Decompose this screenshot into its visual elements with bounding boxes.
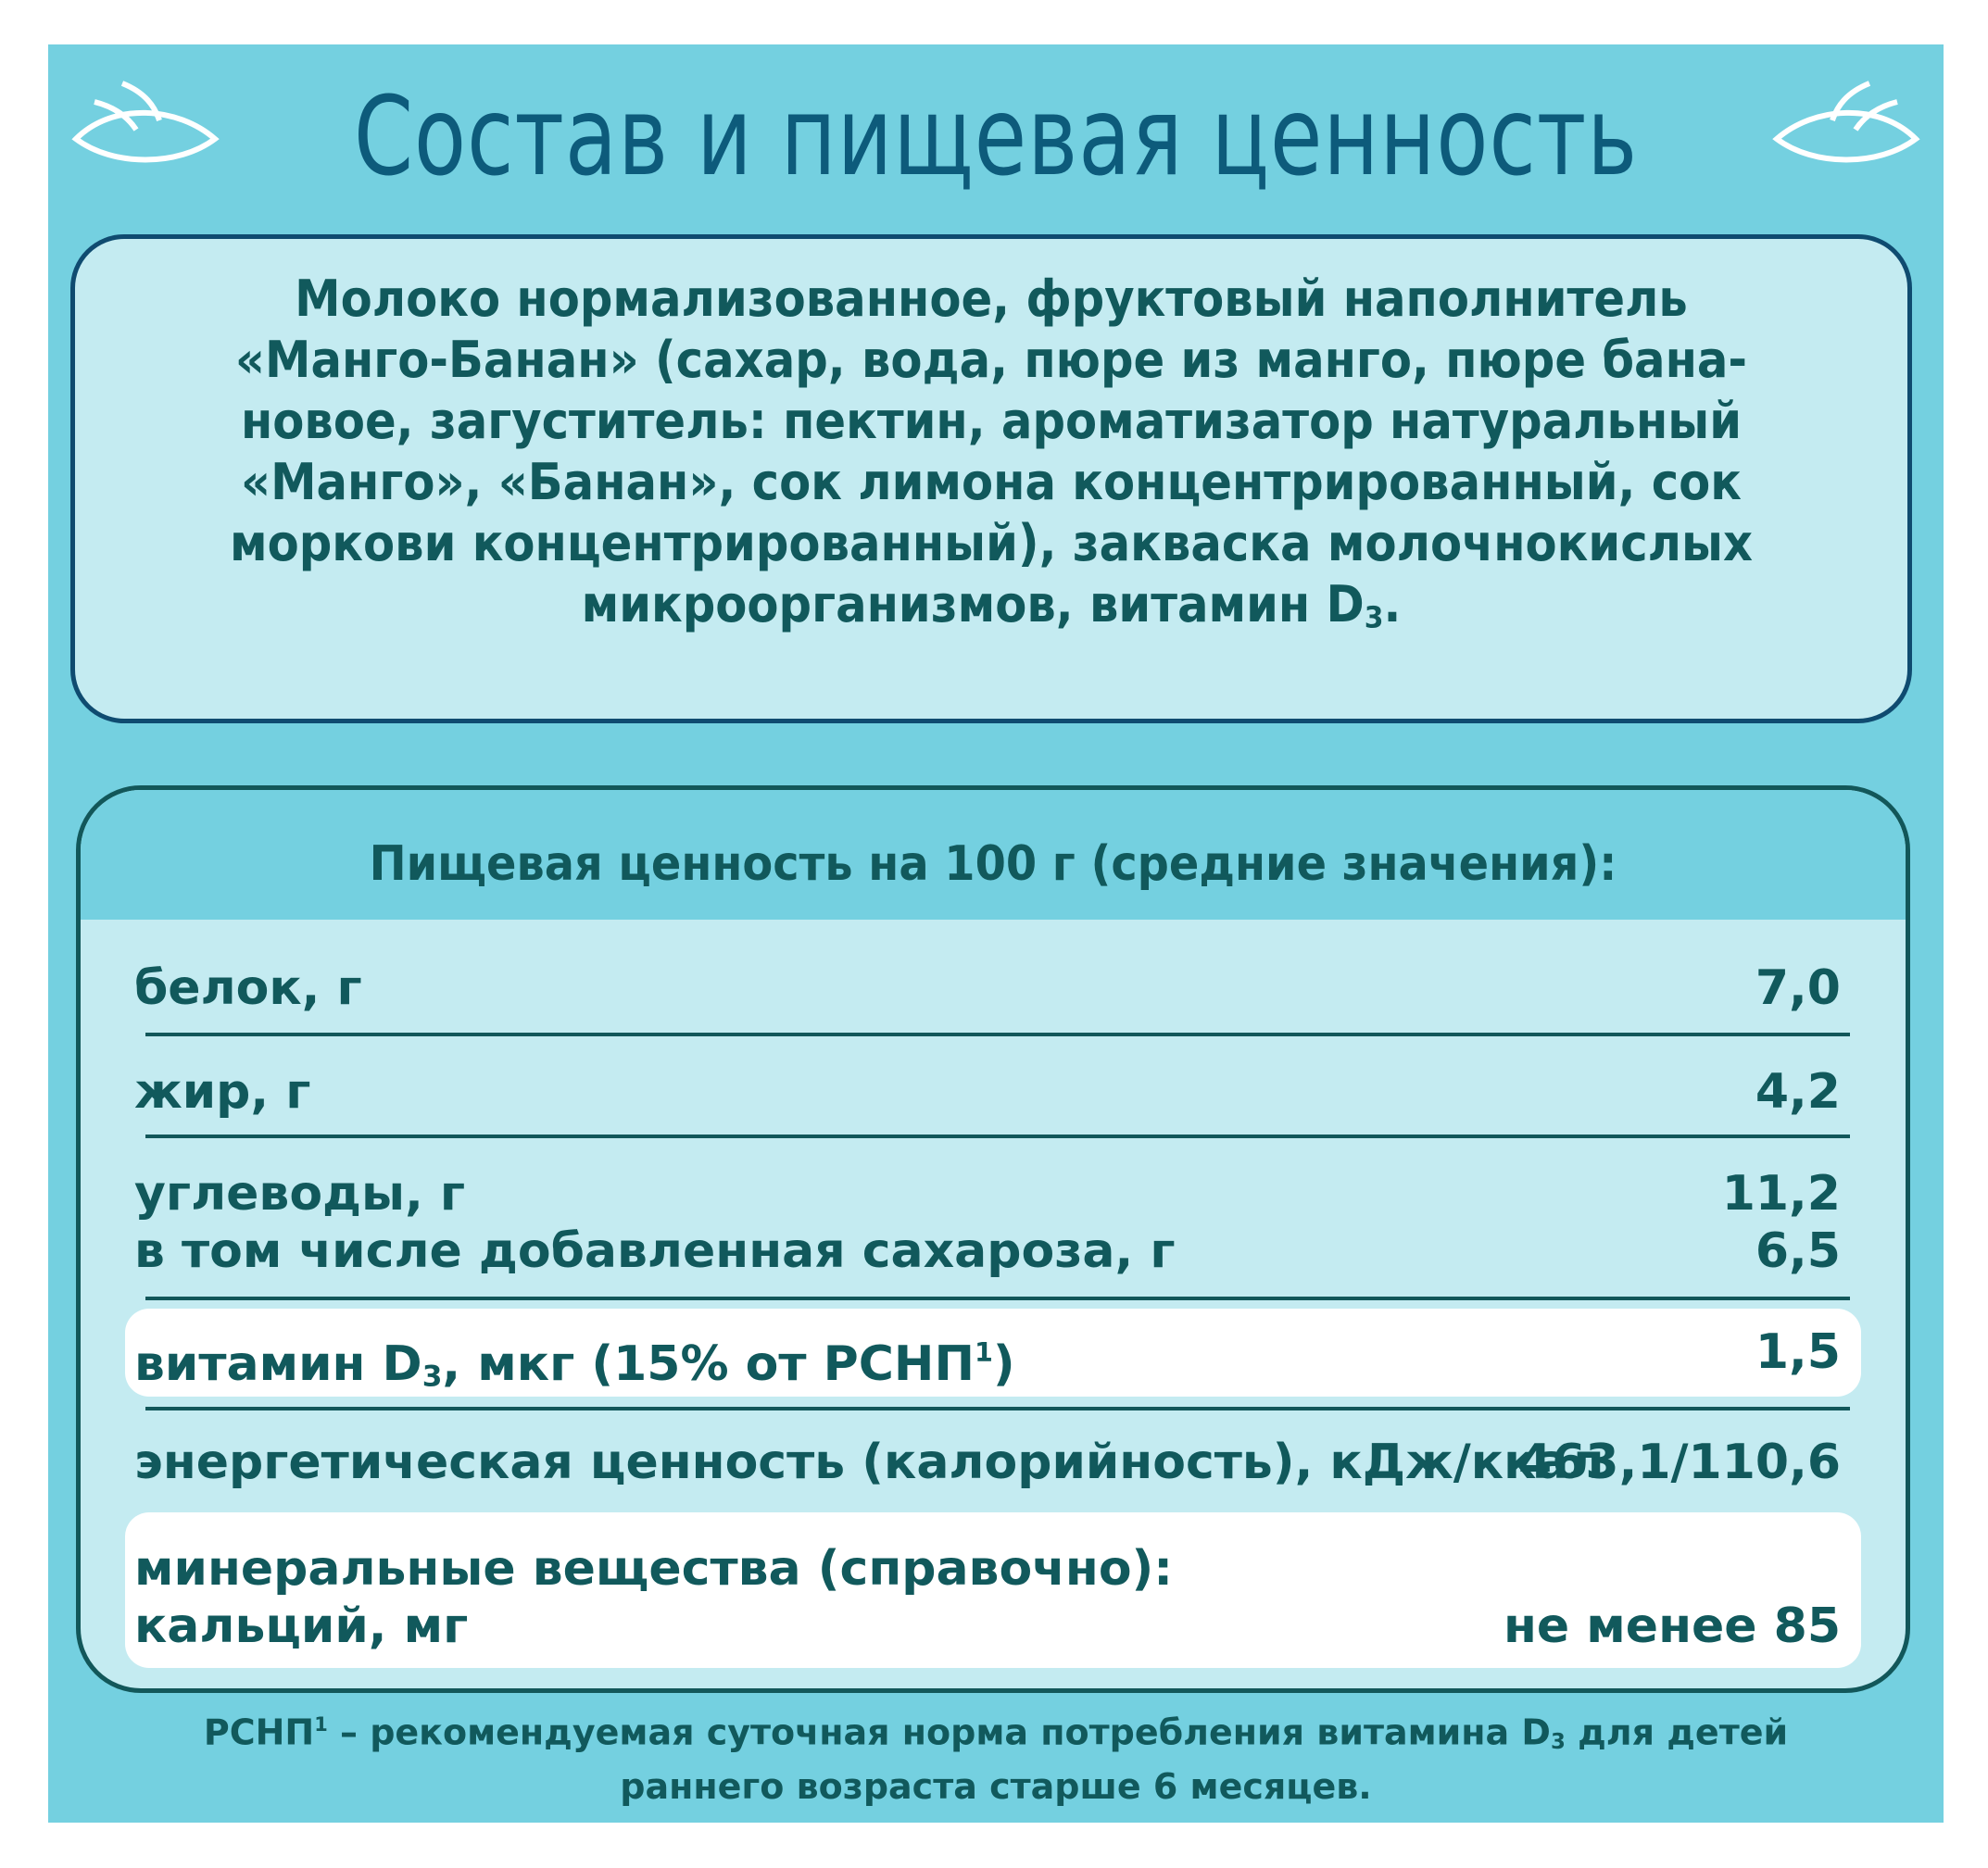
row-label: белок, г (134, 960, 362, 1016)
ingredients-text: . (1383, 575, 1402, 633)
subscript: 3 (1364, 599, 1384, 635)
row-label: жир, г (134, 1064, 311, 1120)
footnote-text: – рекомендуемая суточная норма потребления витамина D (327, 1711, 1551, 1753)
superscript: 1 (974, 1336, 993, 1368)
divider (145, 1135, 1850, 1138)
row-label-text: витамин D (134, 1336, 422, 1393)
row-label: минеральные вещества (справочно): (134, 1541, 1174, 1597)
superscript: 1 (314, 1713, 328, 1736)
subscript: 3 (1550, 1730, 1566, 1755)
divider (145, 1407, 1850, 1410)
ingredients-box (70, 234, 1912, 723)
leaf-icon-left (57, 65, 224, 176)
row-label: кальций, мг (134, 1598, 469, 1654)
row-label: углеводы, г (134, 1166, 466, 1222)
row-label-text: , мкг (15% от РСНП (442, 1336, 975, 1393)
ingredients-line: «Манго», «Банан», сок лимона концентрированный, сок (240, 453, 1743, 511)
footnote-line-2: раннего возраста старше 6 месяцев. (620, 1766, 1372, 1808)
subscript: 3 (422, 1360, 443, 1394)
footnote-line-1 (48, 1702, 1944, 1764)
row-value: 463,1/110,6 (1518, 1435, 1841, 1490)
nutrition-header-text: Пищевая ценность на 100 г (средние значения): (369, 836, 1617, 892)
ingredients-line: новое, загуститель: пектин, ароматизатор натуральный (240, 392, 1743, 450)
row-label: энергетическая ценность (калорийность), кДж/ккал (134, 1435, 1604, 1490)
footnote-text: для детей (1565, 1711, 1789, 1753)
ingredients-line: моркови концентрированный), закваска молочнокислых (229, 514, 1754, 572)
row-label-text: ) (992, 1336, 1015, 1393)
nutrition-header (81, 790, 1906, 920)
row-label: в том числе добавленная сахароза, г (134, 1223, 1176, 1279)
row-value: не менее 85 (1504, 1598, 1841, 1654)
row-value: 6,5 (1755, 1223, 1841, 1279)
row-value: 4,2 (1755, 1064, 1841, 1120)
footnote (48, 1702, 1944, 1809)
label-panel (48, 44, 1944, 1823)
ingredients-text: микроорганизмов, витамин D (581, 575, 1365, 633)
divider (145, 1033, 1850, 1036)
row-value: 7,0 (1755, 960, 1841, 1016)
nutrition-table (76, 785, 1910, 1693)
row-value: 11,2 (1721, 1166, 1841, 1222)
row-label (134, 1323, 1015, 1405)
leaf-icon-right (1768, 65, 1934, 176)
ingredients-line: Молоко нормализованное, фруктовый наполнитель (295, 270, 1688, 328)
page-title: Состав и пищевая ценность (353, 72, 1639, 200)
ingredients-line: «Манго-Банан» (сахар, вода, пюре из манго, пюре бана- (234, 331, 1748, 389)
row-value: 1,5 (1755, 1324, 1841, 1380)
ingredients-last-line (199, 574, 1782, 647)
divider (145, 1297, 1850, 1300)
footnote-text: РСНП (203, 1711, 315, 1753)
